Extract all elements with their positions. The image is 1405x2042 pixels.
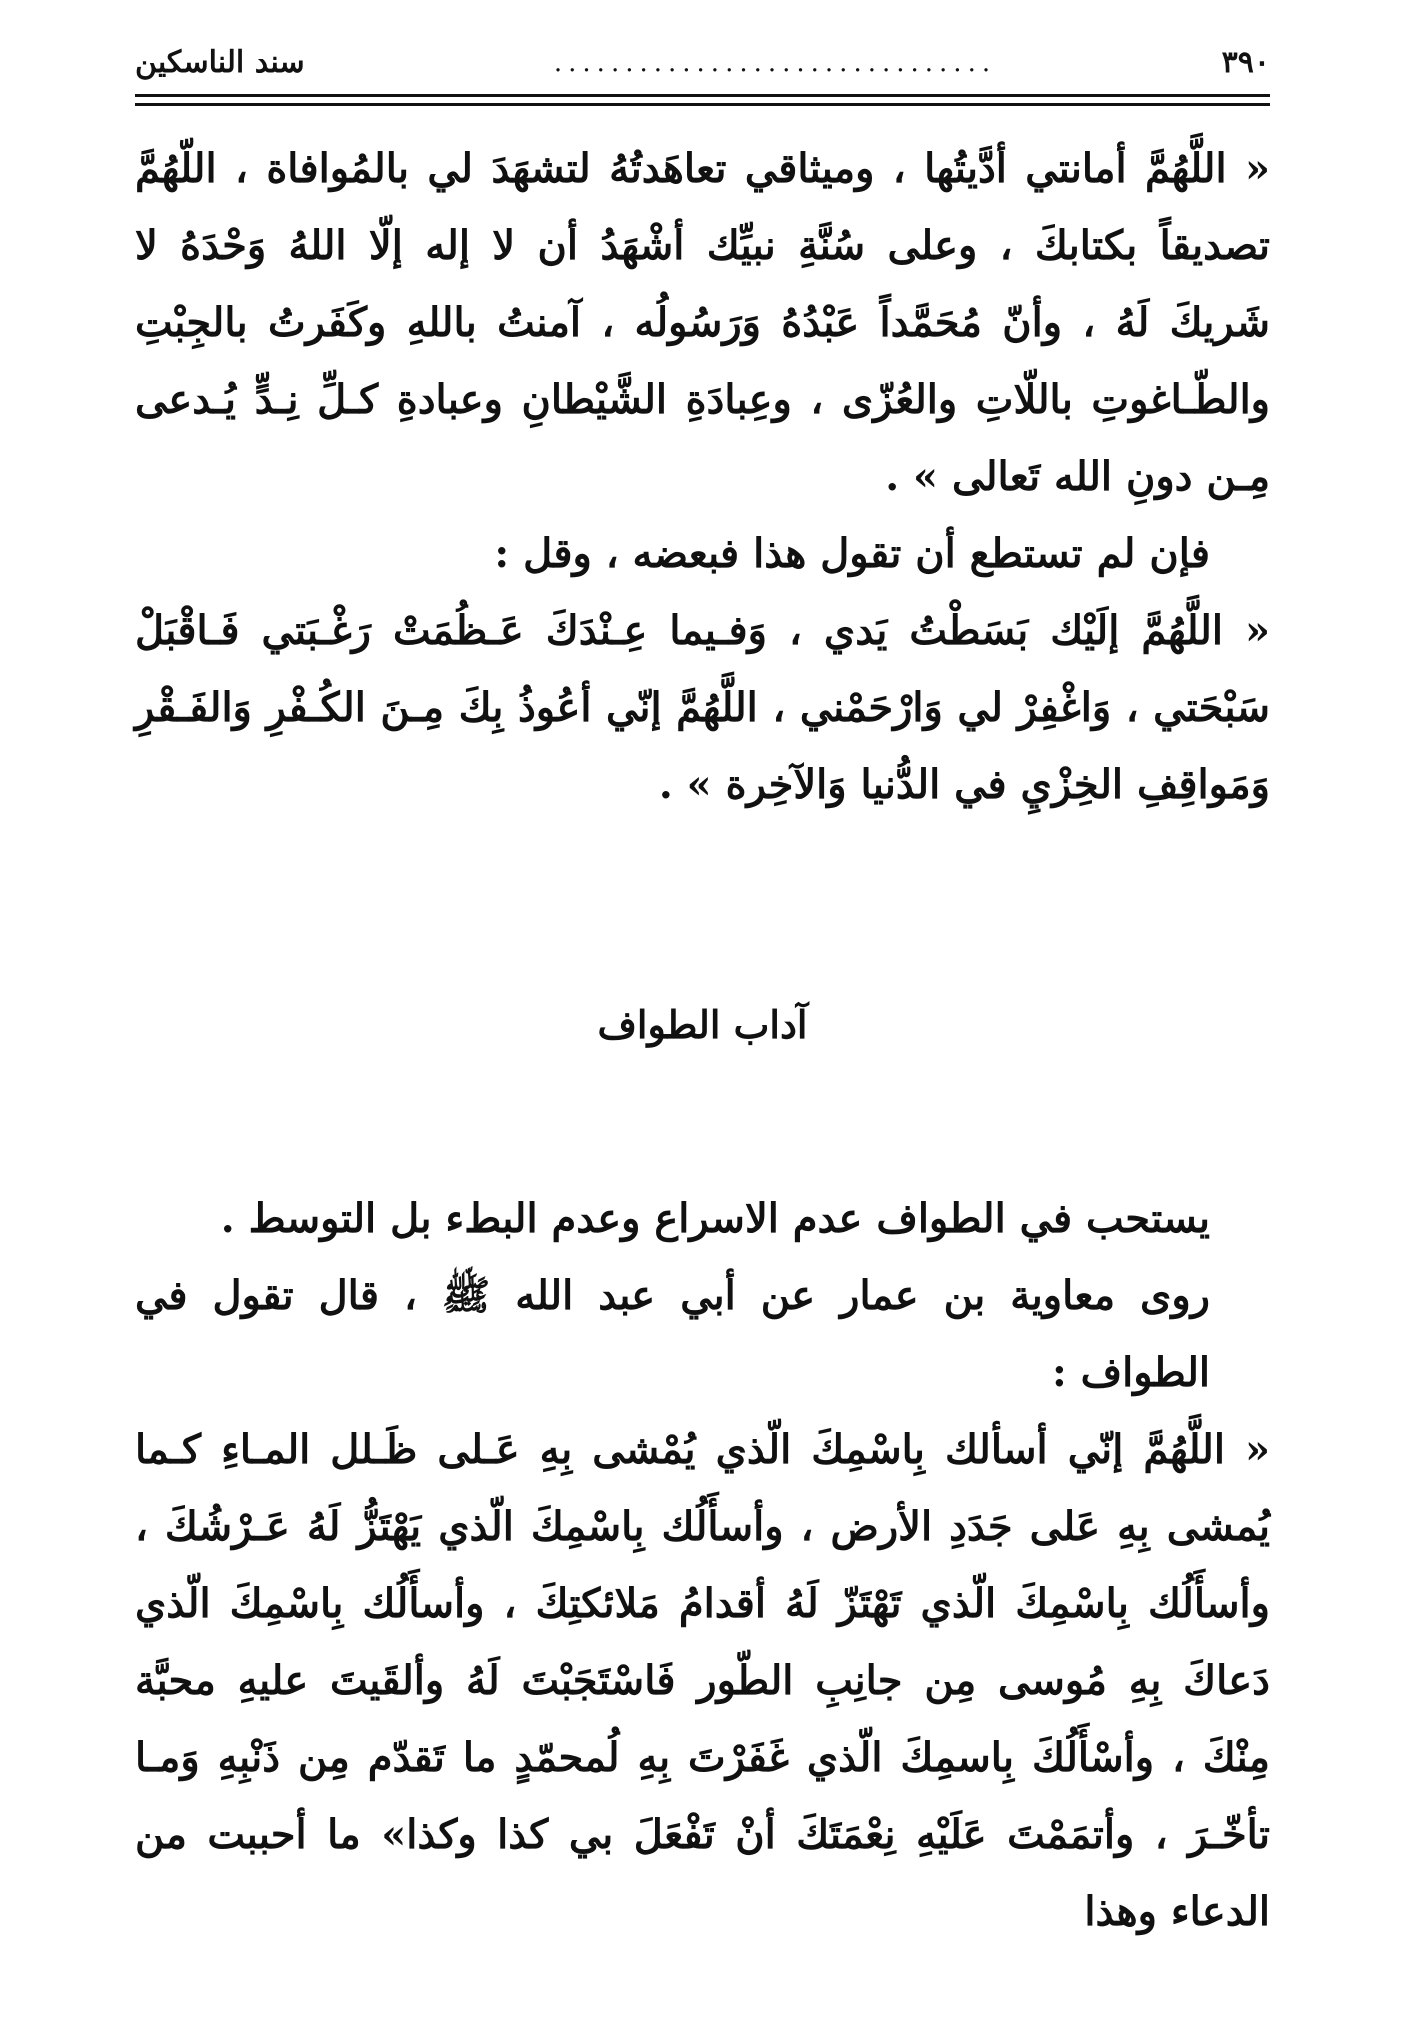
book-title: سند الناسكين [135, 45, 305, 80]
paragraph-tawaf-pace: يستحب في الطواف عدم الاسراع وعدم البطء بل التوسط . [220, 1195, 1210, 1242]
paragraph-instruction: فإن لم تستطع أن تقول هذا فبعضه ، وقل : [494, 530, 1210, 577]
section-heading: آداب الطواف [597, 1002, 808, 1047]
paragraph-dua-ilayka: « اللَّهُمَّ إلَيْك بَسَطْتُ يَدي ، وَفـيما عِـنْدَكَ عَـظُمَتْ رَغْـبَتي فَـاقْبَلْ سَبْحَتي ، وَاغْفِرْ لي وَارْحَمْني ، اللَّهُمَّ إنّي أعُوذُ بِكَ مِـنَ الكُـفْرِ وَالفَـقْرِ وَمَواقِفِ الخِزْيِ في الدُّنيا وَالآخِرة » . [135, 607, 1270, 808]
page-header [135, 40, 1270, 86]
header-rule-bottom [135, 103, 1270, 106]
paragraph-dua-tawaf: « اللَّهُمَّ إنّي أسألك بِاسْمِكَ الّذي يُمْشى بِهِ عَـلى ظَـلل المـاءِ كـما يُمشى بِهِ عَلى جَدَدِ الأرض ، وأسأَلُك بِاسْمِكَ الّذي يَهْتَزُّ لَهُ عَـرْشُكَ ، وأسأَلُك بِاسْمِكَ الّذي تَهْتَزّ لَهُ أقدامُ مَلائكتِكَ ، وأسأَلُك بِاسْمِكَ الّذي دَعاكَ بِهِ مُوسى مِن جانِبِ الطّور فَاسْتَجَبْتَ لَهُ وألقَيتَ عليهِ محبَّة مِنْكَ ، وأسْأَلُكَ بِاسمِكَ الّذي غَفَرْتَ بِهِ لُمحمّدٍ ما تَقدّم مِن ذَنْبِهِ وَمـا تأخّـرَ ، وأتمَمْتَ عَلَيْهِ نِعْمَتَكَ أنْ تَفْعَلَ بي كذا وكذا» ما أحببت من الدعاء وهذا [135, 1426, 1270, 1935]
paragraph-narration: روى معاوية بن عمار عن أبي عبد الله ﷺ ، قال تقول في الطواف : [135, 1272, 1210, 1396]
header-leader-dots: ............................... [553, 48, 997, 78]
paragraph-dua-amanati: « اللَّهُمَّ أمانتي أدَّيتُها ، وميثاقي تعاهَدتُهُ لتشهَدَ لي بالمُوافاة ، اللّهُمَّ تصديقاً بكتابكَ ، وعلى سُنَّةِ نبيِّك أشْهَدُ أن لا إله إلّا اللهُ وَحْدَهُ لا شَريكَ لَهُ ، وأنّ مُحَمَّداً عَبْدُهُ وَرَسُولُه ، آمنتُ باللهِ وكَفَرتُ بالجِبْتِ والطّـاغوتِ باللّاتِ والعُزّى ، وعِبادَةِ الشَّيْطانِ وعبادةِ كـلِّ نِـدٍّ يُـدعى مِـن دونِ الله تَعالى » . [135, 145, 1271, 500]
section-one-body [135, 130, 1270, 823]
section-two-body [135, 1180, 1270, 1950]
page-number: ٣٩٠ [1221, 45, 1270, 80]
header-rule-top [135, 94, 1270, 97]
